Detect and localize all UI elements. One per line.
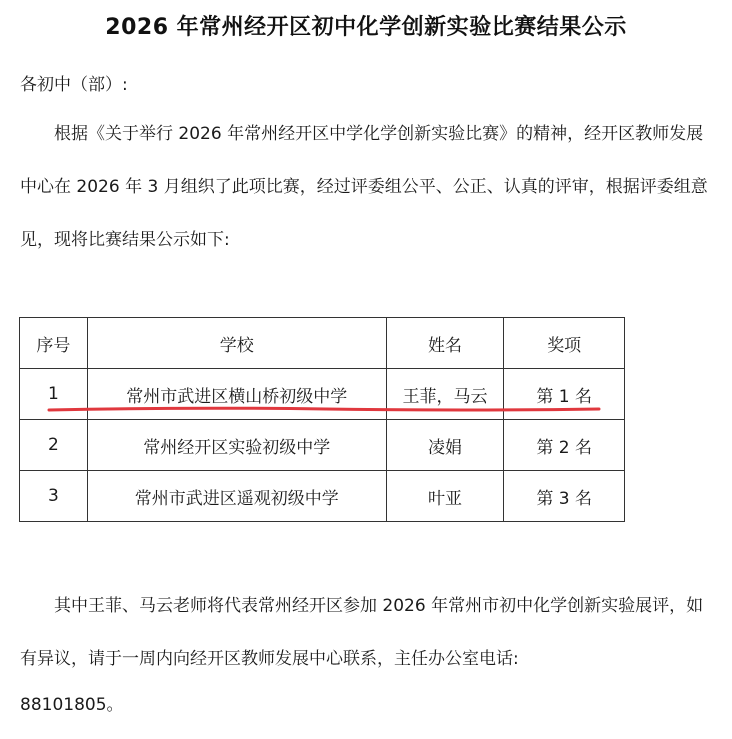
table-header-row	[20, 318, 625, 369]
header-school: 学校	[87, 318, 386, 369]
cell-school: 常州经开区实验初级中学	[87, 420, 386, 471]
header-name: 姓名	[386, 318, 504, 369]
cell-name: 叶亚	[386, 471, 504, 522]
table-row	[20, 369, 625, 420]
cell-prize: 第 2 名	[504, 420, 625, 471]
cell-name: 王菲，马云	[386, 369, 504, 420]
header-prize: 奖项	[504, 318, 625, 369]
table-row	[20, 471, 625, 522]
cell-prize: 第 1 名	[504, 369, 625, 420]
cell-name: 凌娟	[386, 420, 504, 471]
cell-no: 3	[20, 471, 88, 522]
cell-no: 1	[20, 369, 88, 420]
phone-number: 88101805。	[20, 695, 124, 715]
cell-prize: 第 3 名	[504, 471, 625, 522]
cell-school: 常州市武进区横山桥初级中学	[87, 369, 386, 420]
cell-no: 2	[20, 420, 88, 471]
results-table	[19, 317, 625, 522]
closing-paragraph: 其中王菲、马云老师将代表常州经开区参加 2026 年常州市初中化学创新实验展评，如有异议，请于一周内向经开区教师发展中心联系，主任办公室电话:	[20, 596, 704, 669]
document-title: 2026 年常州经开区初中化学创新实验比赛结果公示	[105, 15, 627, 40]
header-no: 序号	[20, 318, 88, 369]
salutation: 各初中（部）:	[20, 75, 128, 95]
cell-school: 常州市武进区遥观初级中学	[87, 471, 386, 522]
intro-paragraph: 根据《关于举行 2026 年常州经开区中学化学创新实验比赛》的精神，经开区教师发展中心在 2026 年 3 月组织了此项比赛，经过评委组公平、公正、认真的评审，根据评委组意见，现将比赛结果公示如下:	[20, 124, 708, 250]
table-row	[20, 420, 625, 471]
